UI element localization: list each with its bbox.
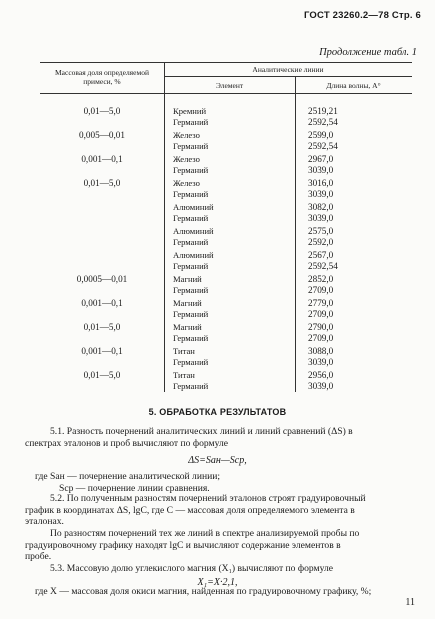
table-row [40, 250, 412, 272]
element-cell [173, 226, 214, 247]
table-row [40, 322, 412, 344]
cell-line: 0,01—5,0 [83, 178, 121, 188]
wavelength-cell [308, 106, 338, 127]
where-clause-1 [35, 471, 430, 494]
cell-line: 2592,54 [308, 116, 338, 127]
cell-line: 3082,0 [308, 202, 334, 212]
cell-line: Магний [173, 298, 202, 308]
element-cell [173, 154, 208, 175]
wavelength-cell [308, 130, 338, 151]
cell-line: Германий [173, 188, 209, 199]
cell-line: Германий [173, 260, 209, 271]
cell-line: Германий [173, 164, 209, 175]
text-line: график в координатах ΔS, lgC, где C — массовая доля определяемого элемента в [25, 504, 355, 516]
cell-line: Германий [173, 332, 209, 343]
wavelength-cell [308, 274, 333, 295]
section-title: 5. ОБРАБОТКА РЕЗУЛЬТАТОВ [148, 407, 287, 417]
cell-line: 3039,0 [308, 164, 334, 175]
cell-line: 3039,0 [308, 356, 334, 367]
cell-line: 2599,0 [308, 130, 334, 140]
cell-line: Германий [173, 380, 209, 391]
cell-line: Магний [173, 322, 202, 332]
table-row [40, 178, 412, 200]
cell-line: 2592,0 [308, 236, 334, 247]
cell-line: 2575,0 [308, 226, 334, 236]
element-cell [173, 322, 208, 343]
cell-line: 0,01—5,0 [83, 370, 121, 380]
table-row [40, 202, 412, 224]
cell-line: 3039,0 [308, 212, 334, 223]
table-row [40, 274, 412, 296]
cell-line: 0,01—5,0 [83, 322, 121, 332]
col-header-wavelength: Длина волны, А° [326, 81, 381, 90]
text-line: По разностям почернений тех же линий в спектре анализируемой пробы по [50, 528, 360, 539]
fraction-cell [40, 370, 164, 380]
formula-delta-s: ΔS=Sан—Sср, [188, 455, 247, 466]
cell-line: Германий [173, 140, 209, 151]
wavelength-cell [308, 226, 333, 247]
cell-line: 3039,0 [308, 380, 334, 391]
cell-line: 2790,0 [308, 322, 334, 332]
element-cell [173, 274, 208, 295]
table-row [40, 298, 412, 320]
para-5-3: 5.3. Массовую долю углекислого магния (X₁) вычисляют по формуле [50, 563, 334, 574]
wavelength-cell [308, 346, 333, 367]
table-row [40, 106, 412, 128]
element-cell [173, 346, 208, 367]
cell-line: 2709,0 [308, 332, 334, 343]
table-row [40, 226, 412, 248]
text-line: 5.2. По полученным разностям почернений эталонов строят градуировочный [50, 493, 366, 504]
cell-line: 0,005—0,01 [79, 130, 125, 140]
para-5-2 [25, 493, 420, 528]
cell-line: 2567,0 [308, 250, 334, 260]
page-header: ГОСТ 23260.2—78 Стр. 6 [303, 10, 421, 21]
cell-line: Магний [173, 274, 202, 284]
page-number: 11 [405, 597, 415, 608]
cell-line: 2956,0 [308, 370, 334, 380]
wavelength-cell [308, 202, 333, 223]
cell-line: 0,001—0,1 [81, 154, 123, 164]
cell-line: 2592,54 [308, 140, 338, 151]
cell-line: 0,001—0,1 [81, 346, 123, 356]
table-sub-rule [164, 76, 412, 77]
cell-line: Алюминий [173, 226, 214, 236]
cell-line: Алюминий [173, 202, 214, 212]
cell-line: Германий [173, 284, 209, 295]
cell-line: 2519,21 [308, 106, 338, 116]
text-line: где Sан — почернение аналитической линии; [35, 471, 221, 482]
element-cell [173, 178, 208, 199]
cell-line: 2709,0 [308, 308, 334, 319]
wavelength-cell [308, 322, 333, 343]
fraction-cell [40, 154, 164, 164]
where-clause-2: где X — массовая доля окиси магния, найденная по градуировочному графику, %; [35, 586, 372, 597]
element-cell [173, 130, 208, 151]
col-header-element: Элемент [215, 81, 244, 90]
cell-line: Железо [173, 178, 200, 188]
cell-line: 2592,54 [308, 260, 338, 271]
cell-line: Титан [173, 370, 195, 380]
wavelength-cell [308, 154, 333, 175]
formula-x1: X₁=X·2,1, [197, 577, 238, 588]
para-5-1 [25, 426, 420, 449]
fraction-cell [40, 106, 164, 116]
text-line: эталонах. [25, 516, 64, 527]
cell-line: 2709,0 [308, 284, 334, 295]
table-top-rule [40, 62, 412, 63]
cell-line: 2779,0 [308, 298, 334, 308]
para-5-2-cont [25, 528, 420, 563]
wavelength-cell [308, 250, 338, 271]
table-header-bottom-rule [40, 93, 412, 94]
element-cell [173, 250, 214, 271]
text-line: пробе. [25, 551, 52, 562]
table-row [40, 154, 412, 176]
element-cell [173, 370, 208, 391]
cell-line: 0,001—0,1 [81, 298, 123, 308]
fraction-cell [40, 298, 164, 308]
cell-line: Кремний [173, 106, 207, 116]
cell-line: 2967,0 [308, 154, 334, 164]
text-line: спектрах эталонов и проб вычисляют по формуле [25, 437, 229, 449]
cell-line: Алюминий [173, 250, 214, 260]
element-cell [173, 202, 214, 223]
cell-line: 2852,0 [308, 274, 334, 284]
table-row [40, 130, 412, 152]
element-cell [173, 106, 208, 127]
cell-line: Германий [173, 212, 209, 223]
table-row [40, 370, 412, 392]
col-header-lines: Аналитические линии [252, 65, 324, 74]
cell-line: 0,0005—0,01 [76, 274, 128, 284]
wavelength-cell [308, 298, 333, 319]
fraction-cell [40, 178, 164, 188]
text-line: 5.1. Разность почернений аналитических линий и линий сравнений (ΔS) в [50, 426, 353, 437]
text-line: градуировочному графику находят lgC и вычисляют содержание элементов в [25, 539, 341, 551]
cell-line: 3039,0 [308, 188, 334, 199]
cell-line: 3016,0 [308, 178, 334, 188]
cell-line: 0,01—5,0 [83, 106, 121, 116]
cell-line: Германий [173, 236, 209, 247]
element-cell [173, 298, 208, 319]
cell-line: 3088,0 [308, 346, 334, 356]
fraction-cell [40, 274, 164, 284]
text-line: Sср — почернение линии сравнения. [59, 482, 210, 494]
fraction-cell [40, 322, 164, 332]
cell-line: Германий [173, 116, 209, 127]
col-header-fraction: Массовая доля определяемой примеси, % [55, 68, 149, 86]
cell-line: Титан [173, 346, 195, 356]
cell-line: Германий [173, 356, 209, 367]
fraction-cell [40, 130, 164, 140]
wavelength-cell [308, 178, 333, 199]
table-row [40, 346, 412, 368]
table-continuation-label: Продолжение табл. 1 [319, 47, 417, 58]
cell-line: Железо [173, 130, 200, 140]
fraction-cell [40, 346, 164, 356]
cell-line: Германий [173, 308, 209, 319]
wavelength-cell [308, 370, 333, 391]
cell-line: Железо [173, 154, 200, 164]
